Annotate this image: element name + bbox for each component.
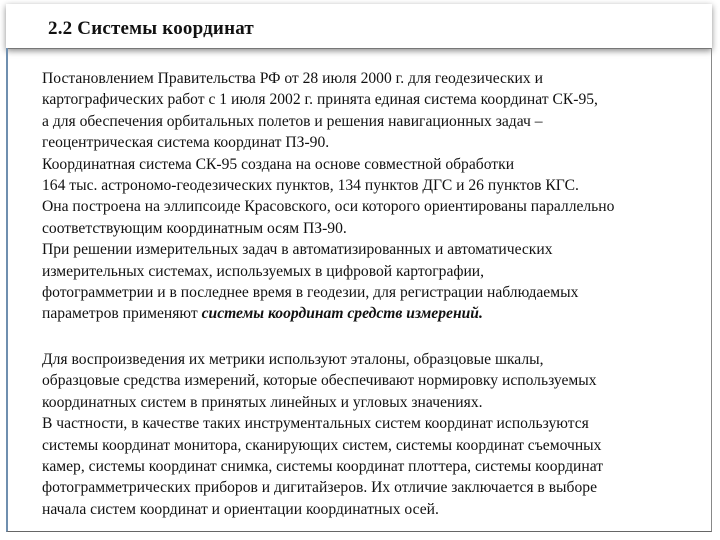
text-line: При решении измерительных задач в автоматизированных и автоматических	[42, 241, 553, 259]
slide	[6, 4, 712, 532]
text-line: а для обеспечения орбитальных полетов и решения навигационных задач –	[42, 112, 543, 130]
text-line: геоцентрическая система координат ПЗ-90.	[42, 134, 330, 152]
text-line: системы координат монитора, сканирующих систем, системы координат съемочных	[42, 436, 602, 454]
content-box	[6, 48, 712, 532]
text-line: Постановлением Правительства РФ от 28 июля 2000 г. для геодезических и	[42, 70, 543, 87]
text-line: соответствующим координатным осям ПЗ-90.	[42, 219, 347, 237]
text-line: координатных систем в принятых линейных и угловых значениях.	[42, 393, 483, 411]
title-bar	[6, 4, 712, 49]
text-prefix: параметров применяют	[42, 305, 202, 323]
text-line: картографических работ с 1 июля 2002 г. принята единая система координат СК-95,	[42, 91, 598, 109]
slide-title: 2.2 Системы координат	[48, 18, 254, 39]
text-line: измерительных системах, используемых в цифровой картографии,	[42, 262, 485, 280]
paragraph-2	[42, 349, 712, 520]
text-line: образцовые средства измерений, которые обеспечивают нормировку используемых	[42, 372, 597, 390]
text-line: 164 тыс. астрономо-геодезических пунктов, 134 пунктов ДГС и 26 пунктов КГС.	[42, 176, 579, 194]
text-line-last	[42, 303, 712, 324]
text-line: Она построена на эллипсоиде Красовского, оси которого ориентированы параллельно	[42, 198, 615, 216]
text-line: фотограмметрии и в последнее время в геодезии, для регистрации наблюдаемых	[42, 283, 579, 301]
text-line: начала систем координат и ориентации координатных осей.	[42, 500, 439, 518]
text-line: В частности, в качестве таких инструментальных систем координат используются	[42, 415, 589, 433]
text-line: Для воспроизведения их метрики используют эталоны, образцовые шкалы,	[42, 351, 544, 368]
text-line: камер, системы координат снимка, системы координат плоттера, системы координат	[42, 457, 604, 475]
paragraph-1	[42, 68, 712, 325]
emphasized-term: системы координат средств измерений.	[201, 305, 483, 323]
text-line: Координатная система СК-95 создана на основе совместной обработки	[42, 155, 515, 173]
text-line: фотограмметрических приборов и дигитайзеров. Их отличие заключается в выборе	[42, 479, 597, 497]
